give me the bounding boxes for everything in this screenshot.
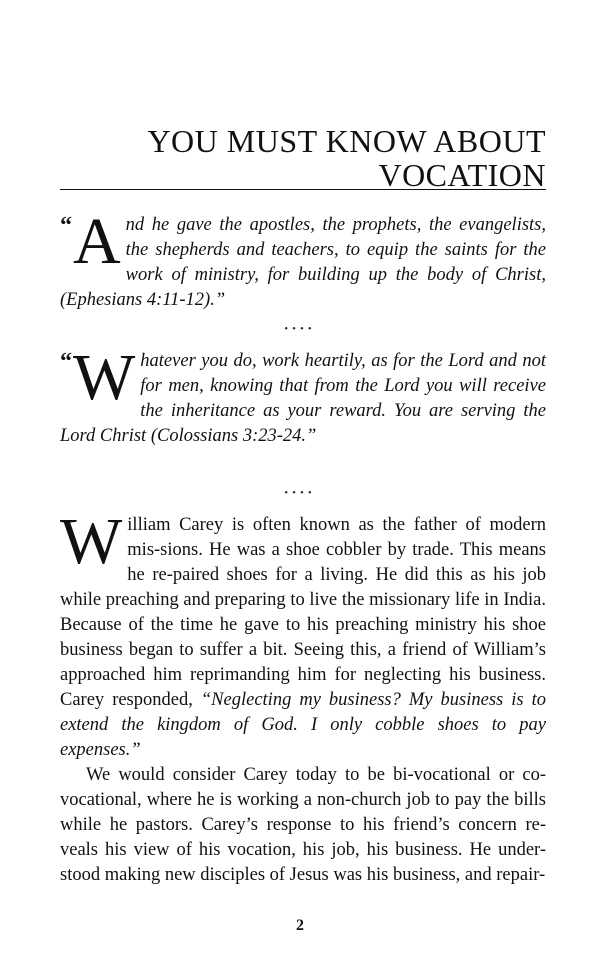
drop-cap: W <box>73 341 136 414</box>
chapter-title-line2: VOCATION <box>378 157 546 193</box>
open-quote-mark: “ <box>60 213 72 239</box>
drop-cap: A <box>73 205 121 278</box>
epigraph-colossians <box>60 341 546 449</box>
body-text <box>60 505 546 888</box>
body-paragraph-1: illiam Carey is often known as the father of modern mis-sions. He was a shoe cobbler by trade. This means he re-paired shoes for a living. He did this as his job while preaching and preparing to live the missionary life in India. Because of the time he gave to his preaching ministry his shoe business began to suffer a bit. Seeing this, a friend of William’s approached him reprimanding him for neglecting his business. Carey responded, <box>60 515 546 710</box>
quote-text: hatever you do, work heartily, as for the Lord and not for men, knowing that from the Lord you will receive the inheritance as your reward. You are serving the Lord Christ (Colossians 3:23-24.” <box>60 351 546 446</box>
page-number: 2 <box>296 917 304 934</box>
carey-quote: “Neglecting my business? My business is to extend the kingdom of God. I only cobble shoes to pay expenses.” <box>60 690 546 760</box>
body-paragraph-2: We would consider Carey today to be bi-vocational or co-vocational, where he is working a non-church job to pay the bills while he pastors. Carey’s response to his friend’s concern re-veals his view of his vocation, his job, his business. He under-stood making new disciples of Jesus was his business, and repair- <box>60 765 546 885</box>
title-rule <box>60 189 546 190</box>
epigraph-ephesians <box>60 205 546 313</box>
section-separator: •••• <box>284 487 316 499</box>
section-separator: •••• <box>284 323 316 335</box>
quote-text: nd he gave the apostles, the prophets, the evangelists, the shepherds and teachers, to equip the saints for the work of ministry, for building up the body of Christ, (Ephesians 4:11-12).” <box>60 215 546 310</box>
drop-cap: W <box>60 505 123 578</box>
chapter-title <box>60 124 546 192</box>
open-quote-mark: “ <box>60 349 72 375</box>
chapter-title-line1: YOU MUST KNOW ABOUT <box>147 123 546 159</box>
